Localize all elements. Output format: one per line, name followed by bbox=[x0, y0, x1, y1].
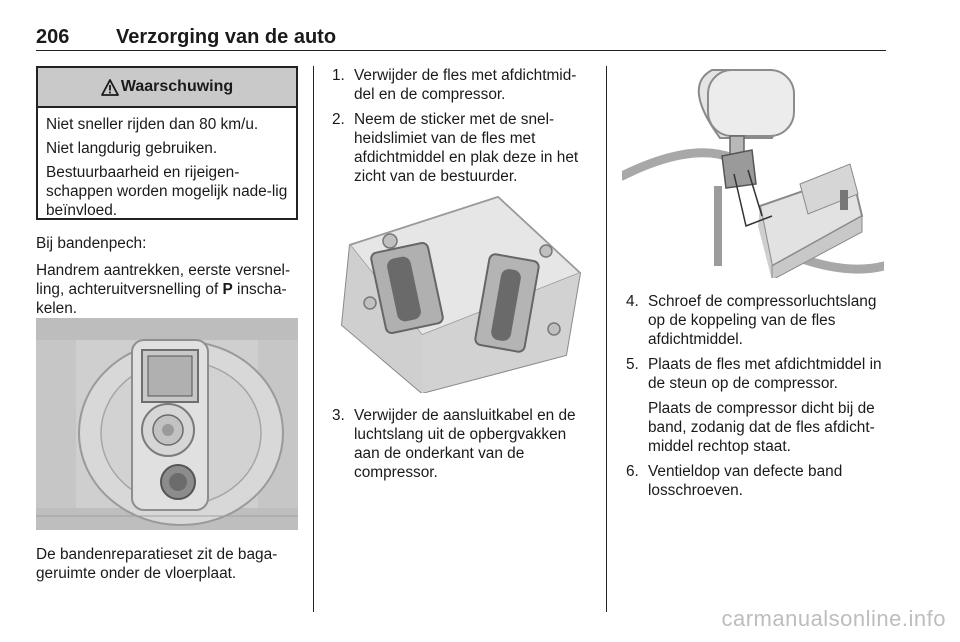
column-divider-right bbox=[606, 66, 607, 612]
step-item: 2. Neem de sticker met de snel-heidslimiet van de fles met afdichtmiddel en plak deze in het zicht van de bestuurder. bbox=[332, 111, 579, 185]
watermark: carmanualsonline.info bbox=[721, 606, 946, 631]
step-subparagraph: Plaats de compressor dicht bij de band, zodanig dat de fles afdicht-middel rechtop staat. bbox=[648, 400, 875, 455]
warning-line: Niet langdurig gebruiken. bbox=[46, 140, 218, 157]
step-item: 1. Verwijder de fles met afdichtmid-del en de compressor. bbox=[332, 67, 577, 103]
page-title: Verzorging van de auto bbox=[116, 26, 337, 48]
breakdown-label: Bij bandenpech: bbox=[36, 235, 147, 252]
repair-kit-caption: De bandenreparatieset zit de baga-geruimte onder de vloerplaat. bbox=[36, 546, 278, 582]
warning-line: Bestuurbaarheid en rijeigen-schappen worden mogelijk nade-lig beïnvloed. bbox=[46, 164, 288, 219]
middle-column-steps bbox=[332, 66, 594, 192]
left-column-caption bbox=[36, 545, 300, 591]
steps-list bbox=[332, 406, 594, 482]
middle-column-steps-continued bbox=[332, 406, 594, 488]
step-item: 3. Verwijder de aansluitkabel en de luchtslang uit de opbergvakken aan de onderkant van de compressor. bbox=[332, 407, 576, 481]
sealant-bottle-compressor-figure bbox=[622, 66, 884, 278]
page-number: 206 bbox=[36, 26, 70, 48]
warning-body bbox=[38, 108, 296, 220]
warning-title: Waarschuwing bbox=[120, 78, 234, 95]
handbrake-instruction: Handrem aantrekken, eerste versnel-ling, achteruitversnelling of P inscha-kelen. bbox=[36, 262, 291, 317]
header-divider bbox=[36, 50, 886, 51]
trunk-repair-kit-figure bbox=[36, 318, 298, 530]
steps-list bbox=[626, 292, 888, 500]
left-column-intro bbox=[36, 234, 300, 326]
column-divider-left bbox=[313, 66, 314, 612]
step-item: 4. Schroef de compressorluchtslang op de koppeling van de fles afdichtmiddel. bbox=[626, 293, 877, 348]
warning-triangle-icon bbox=[101, 79, 119, 96]
warning-line: Niet sneller rijden dan 80 km/u. bbox=[46, 116, 259, 133]
page-header bbox=[36, 26, 886, 52]
steps-list bbox=[332, 66, 594, 186]
step-item: 5. Plaats de fles met afdichtmiddel in de steun op de compressor. Plaats de compressor dicht bij de band, zodanig dat de fles afdicht-middel rechtop staat. bbox=[626, 355, 888, 456]
warning-box bbox=[36, 66, 298, 220]
compressor-underside-figure bbox=[330, 185, 592, 393]
warning-header bbox=[38, 68, 296, 108]
right-column-steps bbox=[626, 292, 888, 506]
step-item: 6. Ventieldop van defecte band losschroeven. bbox=[626, 463, 843, 499]
